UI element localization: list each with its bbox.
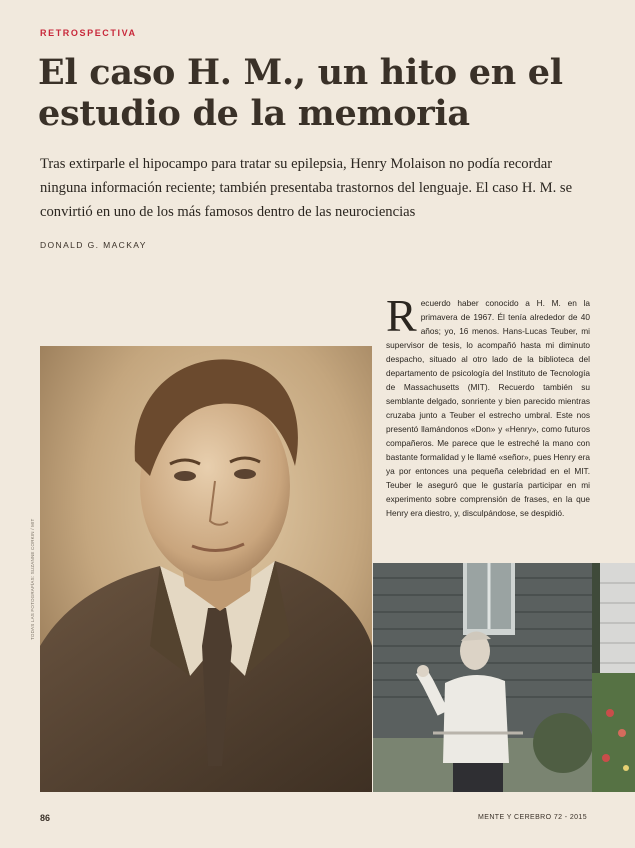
photo-credit: TODAS LAS FOTOGRAFÍAS: SUZANNE CORKIN / MIT	[30, 518, 35, 640]
drop-cap: R	[386, 290, 417, 341]
seated-man-photo	[373, 563, 592, 792]
house-strip-photo	[592, 563, 635, 792]
author-byline: DONALD G. MACKAY	[40, 240, 147, 250]
article-body	[386, 290, 590, 520]
section-label: RETROSPECTIVA	[40, 28, 137, 38]
article-title: El caso H. M., un hito en el estudio de la memoria	[38, 52, 563, 134]
portrait-photo	[40, 346, 372, 792]
page-number: 86	[40, 813, 51, 823]
publication-footer: MENTE Y CEREBRO 72 - 2015	[478, 814, 587, 821]
article-lede: Tras extirparle el hipocampo para tratar su epilepsia, Henry Molaison no podía recordar ninguna información reciente; también presentaba trastornos del lenguaje. El caso H. M. se convirtió en uno de los más famosos dentro de las neurociencias	[40, 156, 573, 220]
body-paragraph: ecuerdo haber conocido a H. M. en la primavera de 1967. Él tenía alrededor de 40 años; yo, 16 menos. Hans-Lucas Teuber, mi supervisor de tesis, lo acompañó hasta mi diminuto despacho, situado al otro lado de la biblioteca del departamento de psicología del Instituto de Tecnología de Massachusetts (MIT). Recuerdo también su semblante delgado, sonriente y bien parecido mientras cruzaba junto a Teuber el estrecho umbral. Este nos presentó llamándonos «Don» y «Henry», como futuros compañeros. Me parece que le estreché la mano con bastante formalidad y le llamé «señor», pues Henry era ya por entonces una pequeña celebridad en el MIT. Teuber le aseguró que le gustaría participar en mi experimento sobre comprensión de frases, en la que Henry era diestro, y, disculpándose, se despidió.	[386, 298, 590, 518]
